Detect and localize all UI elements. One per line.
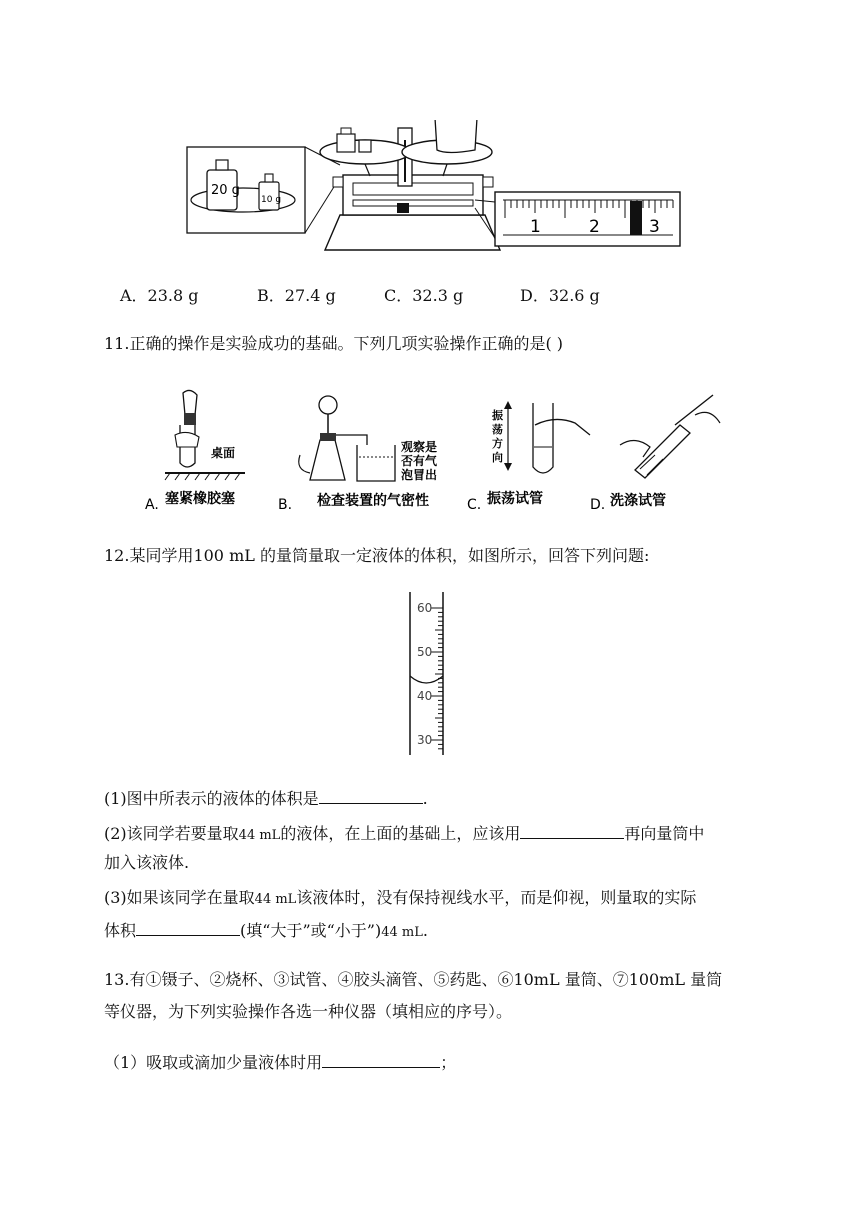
q11-figures (135, 385, 735, 515)
q13-line2: 等仪器，为下列实验操作各选一种仪器（填相应的序号）。 (104, 1002, 513, 1021)
panel-a-caption: 塞紧橡胶塞 (165, 491, 235, 507)
q12-p3-volume-2: 44 mL (381, 925, 423, 940)
q13-line1: 13.有①镊子、②烧杯、③试管、④胶头滴管、⑤药匙、⑥10mL 量筒、⑦100mL 量筒 (104, 970, 723, 989)
q12-part3-line1 (104, 888, 696, 910)
panel-b-letter: B. (278, 497, 293, 513)
q10-option-c: C．32.3 g (384, 286, 464, 305)
q12-p2-text-d: 加入该液体. (104, 853, 190, 872)
q13-item1-end: ； (440, 1053, 457, 1072)
cyl-label-60: 60 (417, 601, 433, 615)
rider-marker (630, 201, 642, 235)
panel-b-note-1: 观察是 (401, 440, 438, 454)
q12-p3-text-e: . (422, 921, 428, 940)
cyl-label-30: 30 (417, 733, 433, 747)
ruler-tick-2: 2 (589, 217, 600, 237)
panel-b-caption: 检查装置的气密性 (317, 493, 429, 509)
ruler-tick-3: 3 (649, 217, 660, 237)
weights-inset (187, 147, 305, 233)
q12-p3-volume: 44 mL (254, 892, 297, 907)
panel-a-illustration (165, 390, 245, 480)
panel-b-note-2: 否有气 (401, 454, 438, 468)
q13-item1 (104, 1051, 456, 1073)
q12-p3-text-c: 体积 (104, 921, 137, 940)
panel-d-illustration (620, 395, 720, 478)
q12-stem: 12.某同学用100 mL 的量筒量取一定液体的体积，如图所示，回答下列问题: (104, 546, 650, 565)
q12-p3-text-d: (填“大于”或“小于”) (240, 921, 382, 940)
panel-a-letter: A. (145, 497, 159, 513)
q12-p3-text-a: (3)如果该同学在量取 (104, 888, 255, 907)
q10-option-a: A．23.8 g (120, 286, 199, 305)
weight-20g-label: 20 g (211, 183, 240, 198)
weight-10g-label: 10 g (261, 195, 282, 205)
q12-p1-blank[interactable] (319, 787, 423, 804)
q12-p2-text-c: 再向量筒中 (624, 824, 705, 843)
q12-part2-line1 (104, 822, 704, 846)
panel-c-illustration (504, 401, 590, 473)
panel-b-note-3: 泡冒出 (401, 468, 438, 482)
panel-c-note-1: 振 (492, 409, 503, 422)
balance-figure (185, 120, 685, 255)
q13-item1-blank[interactable] (322, 1051, 440, 1068)
q12-part1 (104, 787, 428, 809)
cyl-label-40: 40 (417, 689, 433, 703)
panel-d-caption: 洗涤试管 (610, 493, 666, 509)
q12-p2-blank[interactable] (520, 822, 624, 839)
panel-c-note-4: 向 (492, 451, 503, 464)
q12-p2-text-a: (2)该同学若要量取 (104, 824, 239, 843)
q12-p2-text-b: 的液体，在上面的基础上，应该用 (280, 824, 521, 843)
q13-item1-text: （1）吸取或滴加少量液体时用 (104, 1053, 323, 1072)
q10-option-b: B．27.4 g (257, 286, 336, 305)
meniscus (410, 676, 443, 683)
panel-c-caption: 振荡试管 (487, 491, 543, 507)
graduated-cylinder (395, 590, 465, 760)
q11-stem: 11.正确的操作是实验成功的基础。下列几项实验操作正确的是( ) (104, 334, 564, 353)
q12-p2-volume: 44 mL (238, 828, 281, 843)
q12-p3-text-b: 该液体时，没有保持视线水平，而是仰视，则量取的实际 (296, 888, 697, 907)
panel-a-note: 桌面 (211, 446, 236, 460)
q12-part3-line2 (104, 919, 428, 943)
q12-p1-end: . (422, 789, 428, 808)
q10-option-d: D．32.6 g (520, 286, 600, 305)
cyl-label-50: 50 (417, 645, 433, 659)
q12-p1-text: (1)图中所表示的液体的体积是 (104, 789, 319, 808)
panel-d-letter: D. (590, 497, 606, 513)
panel-c-note-3: 方 (492, 437, 503, 450)
panel-c-note-2: 荡 (492, 423, 503, 436)
ruler-tick-1: 1 (530, 217, 541, 237)
panel-c-letter: C. (467, 497, 482, 513)
q12-p3-blank[interactable] (136, 919, 240, 936)
panel-b-illustration (299, 396, 395, 481)
